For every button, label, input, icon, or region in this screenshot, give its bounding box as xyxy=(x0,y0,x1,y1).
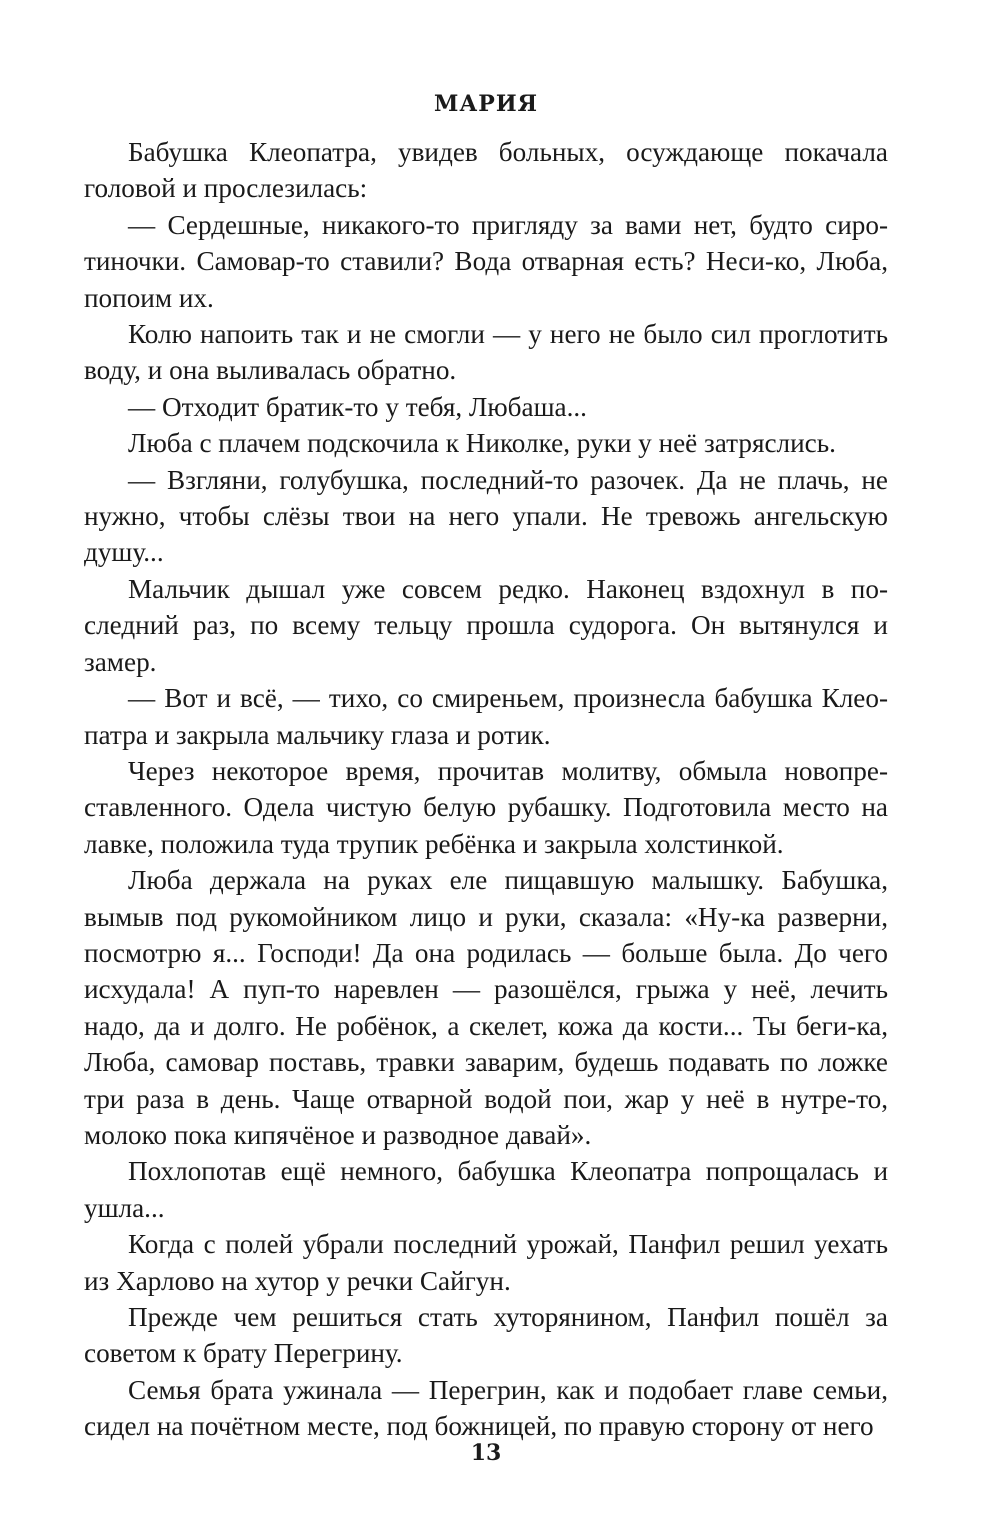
paragraph: — Сердешные, никакого-то пригляду за вами нет, будто сиротиночки. Самовар-то ставили? Вода отварная есть? Неси-ко, Люба, попоим их. xyxy=(84,209,888,313)
paragraph: Похлопотав ещё немного, бабушка Клеопатра попрощалась и ушла... xyxy=(84,1156,888,1223)
paragraph: Когда с полей убрали последний урожай, Панфил решил уехать из Харлово на хутор у речки Сайгун. xyxy=(84,1229,888,1296)
paragraph: Прежде чем решиться стать хуторянином, Панфил пошёл за советом к брату Перегрину. xyxy=(84,1302,888,1369)
paragraph: Люба с плачем подскочила к Николке, руки у неё затряслись. xyxy=(128,428,836,459)
paragraph: — Вот и всё, — тихо, со смиреньем, произнесла бабушка Клеопатра и закрыла мальчику глаза и ротик. xyxy=(84,683,888,750)
paragraph: Люба держала на руках еле пищавшую малышку. Бабушка, вымыв под рукомойником лицо и руки, сказала: «Ну-ка разверни, посмотрю я... Господи! Да она родилась — больше была. До чего исхудала! А пуп-то наревлен — разошёлся, грыжа у неё, лечить надо, да и долго. Не робёнок, а скелет, кожа да кости... Ты беги-ка, Люба, самовар поставь, травки заварим, будешь подавать по ложке три раза в день. Чаще отварной водой пои, жар у неё в нутре-то, молоко пока кипячёное и разводное давай». xyxy=(84,865,888,1150)
body-text xyxy=(84,134,888,1445)
paragraph: Колю напоить так и не смогли — у него не было сил проглотить воду, и она выливалась обратно. xyxy=(84,319,888,386)
running-head: МАРИЯ xyxy=(434,91,538,117)
paragraph: — Взгляни, голубушка, последний-то разочек. Да не плачь, не нужно, чтобы слёзы твои на него упали. Не тревожь ангельскую душу... xyxy=(84,464,888,568)
book-page xyxy=(84,82,888,1482)
paragraph: Мальчик дышал уже совсем редко. Наконец вздохнул в последний раз, по всему тельцу прошла судорога. Он вытянулся и замер. xyxy=(84,573,888,677)
paragraph: Бабушка Клеопатра, увидев больных, осуждающе покачала головой и прослезилась: xyxy=(84,137,888,204)
paragraph: Через некоторое время, прочитав молитву, обмыла новопреставленного. Одела чистую белую рубашку. Подготовила место на лавке, положила туда трупик ребёнка и закрыла холстинкой. xyxy=(84,755,888,859)
paragraph: Семья брата ужинала — Перегрин, как и подобает главе семьи, сидел на почётном месте, под божницей, по правую сторону от него xyxy=(84,1374,888,1442)
paragraph: — Отходит братик-то у тебя, Любаша... xyxy=(128,391,587,422)
page-number: 13 xyxy=(470,1440,502,1466)
